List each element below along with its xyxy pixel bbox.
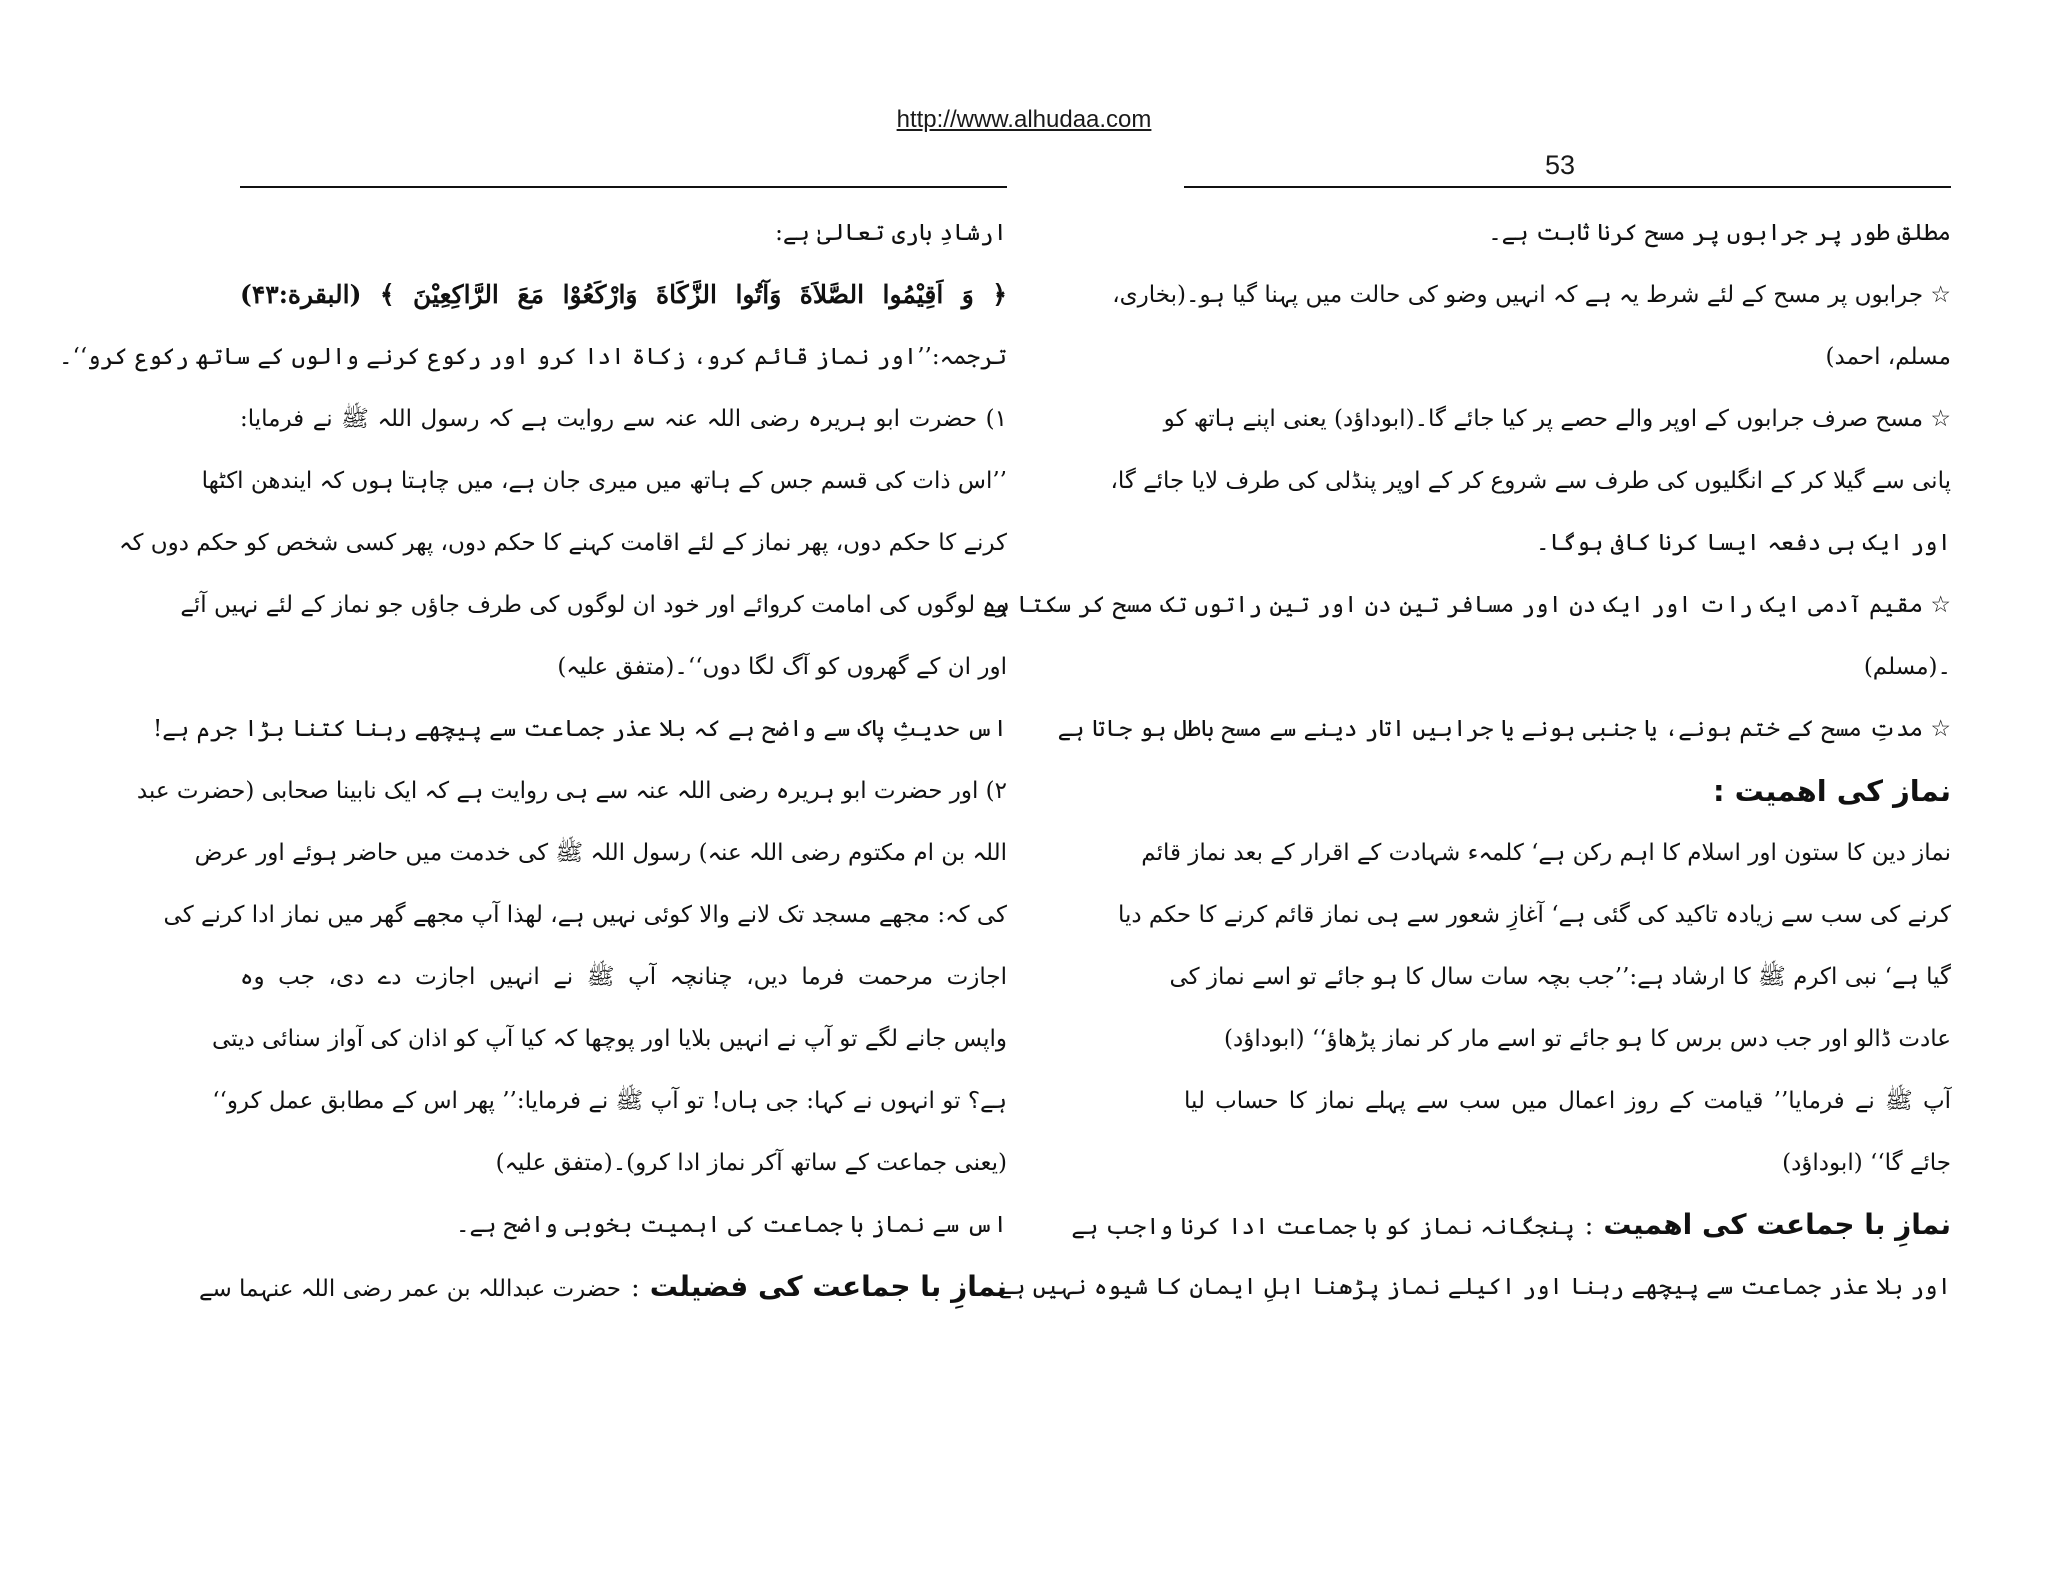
text-line: کی کہ: مجھے مسجد تک لانے والا کوئی نہیں ہے، لھذا آپ مجھے گھر میں نماز ادا کرنے کی — [163, 902, 1007, 928]
text-line: ☆ مقیم آدمی ایک رات اور ایک دن اور مسافر تین دن اور تین راتوں تک مسح کر سکتا ہے — [982, 592, 1951, 618]
text-line: واپس جانے لگے تو آپ نے انہیں بلایا اور پوچھا کہ کیا آپ کو اذان کی آواز سنائی دیتی — [211, 1026, 1007, 1052]
text-line: ’’اس ذات کی قسم جس کے ہاتھ میں میری جان ہے، میں چاہتا ہوں کہ ایندھن اکٹھا — [201, 468, 1007, 494]
section-heading: نمازِ با جماعت کی اھمیت — [1603, 1208, 1951, 1241]
text-line: ہے؟ تو انہوں نے کہا: جی ہاں! تو آپ ﷺ نے فرمایا:’’ پھر اس کے مطابق عمل کرو‘‘ — [212, 1088, 1007, 1114]
text-line: کرنے کی سب سے زیادہ تاکید کی گئی ہے‘ آغازِ شعور سے ہی نماز قائم کرنے کا حکم دیا — [1117, 902, 1951, 928]
text-line: ☆ مسح صرف جرابوں کے اوپر والے حصے پر کیا جائے گا۔(ابوداؤد) یعنی اپنے ہاتھ کو — [1163, 406, 1951, 432]
section-heading-line — [198, 1256, 1007, 1318]
text-line: عادت ڈالو اور جب دس برس کا ہو جائے تو اسے مار کر نماز پڑھاؤ‘‘ (ابوداؤد) — [1224, 1026, 1951, 1052]
text-line: مطلق طور پر جرابوں پر مسح کرنا ثابت ہے۔ — [1488, 220, 1951, 246]
text-line: جائے گا‘‘ (ابوداؤد) — [1782, 1150, 1951, 1176]
heading-separator: : — [1584, 1211, 1594, 1241]
right-column — [982, 202, 1951, 1318]
text-line: گیا ہے‘ نبی اکرم ﷺ کا ارشاد ہے:’’جب بچہ سات سال کا ہو جائے تو اسے نماز کی — [1169, 964, 1951, 990]
text-line: نماز دین کا ستون اور اسلام کا اہم رکن ہے‘ کلمہء شہادت کے اقرار کے بعد نماز قائم — [1141, 840, 1951, 866]
text-line: ☆ مدتِ مسح کے ختم ہونے، یا جنبی ہونے یا جرابیں اتار دینے سے مسح باطل ہو جاتا ہے — [1057, 716, 1951, 742]
section-heading-line — [1071, 1194, 1951, 1256]
left-column-rule — [240, 186, 1007, 188]
text-line: پانی سے گیلا کر کے انگلیوں کی طرف سے شروع کر کے اوپر پنڈلی کی طرف لایا جائے گا، — [1110, 468, 1951, 494]
text-line: اس سے نماز با جماعت کی اہمیت بخوبی واضح ہے۔ — [456, 1212, 1007, 1238]
text-line: ۲) اور حضرت ابو ہریرہ رضی اللہ عنہ سے ہی روایت ہے کہ ایک نابینا صحابی (حضرت عبد — [136, 778, 1007, 804]
heading-separator: : — [631, 1273, 640, 1303]
text-line: ترجمہ:’’اور نماز قائم کرو، زکاۃ ادا کرو اور رکوع کرنے والوں کے ساتھ رکوع کرو‘‘۔ — [59, 344, 1007, 370]
text-line: ☆ جرابوں پر مسح کے لئے شرط یہ ہے کہ انہیں وضو کی حالت میں پہنا گیا ہو۔(بخاری، — [1112, 282, 1951, 308]
section-heading: نمازِ با جماعت کی فضیلت — [649, 1270, 1007, 1303]
text-run: پنجگانہ نماز کو با جماعت ادا کرنا واجب ہے — [1071, 1214, 1575, 1240]
right-column-rule — [1184, 186, 1951, 188]
text-line: ۔(مسلم) — [1863, 654, 1951, 680]
text-line: اجازت مرحمت فرما دیں، چنانچہ آپ ﷺ نے انہیں اجازت دے دی، جب وہ — [240, 964, 1007, 990]
text-line: ۱) حضرت ابو ہریرہ رضی اللہ عنہ سے روایت ہے کہ رسول اللہ ﷺ نے فرمایا: — [240, 406, 1007, 432]
text-line: وہ لوگوں کی امامت کروائے اور خود ان لوگوں کی طرف جاؤں جو نماز کے لئے نہیں آئے — [180, 592, 1007, 618]
page-number: 53 — [1544, 150, 1576, 180]
text-line: مسلم، احمد) — [1825, 344, 1951, 370]
quran-verse-line: ﴿ وَ اَقِیْمُوا الصَّلاَةَ وَآتُوا الزَّكَاةَ وَارْكَعُوْا مَعَ الرَّاكِعِيْنَ ﴾ (البقرة:۴۳) — [240, 280, 1007, 309]
left-column — [59, 202, 1007, 1318]
text-line: کرنے کا حکم دوں، پھر نماز کے لئے اقامت کہنے کا حکم دوں، پھر کسی شخص کو حکم دوں کہ — [119, 530, 1007, 556]
text-line: اور ایک ہی دفعہ ایسا کرنا کافی ہوگا۔ — [1535, 530, 1951, 556]
text-line: اور بلا عذر جماعت سے پیچھے رہنا اور اکیلے نماز پڑھنا اہلِ ایمان کا شیوہ نہیں ہے۔ — [985, 1274, 1951, 1300]
text-line: (یعنی جماعت کے ساتھ آکر نماز ادا کرو)۔(متفق علیہ) — [495, 1150, 1007, 1176]
text-line: ارشادِ باری تعالیٰ ہے: — [775, 220, 1007, 246]
section-heading: نماز کی اھمیت : — [1712, 774, 1951, 808]
text-line: اور ان کے گھروں کو آگ لگا دوں‘‘۔(متفق علیہ) — [557, 654, 1007, 680]
text-run: حضرت عبداللہ بن عمر رضی اللہ عنہما سے — [198, 1276, 622, 1302]
text-line: آپ ﷺ نے فرمایا’’ قیامت کے روز اعمال میں سب سے پہلے نماز کا حساب لیا — [1184, 1088, 1951, 1114]
text-line: اس حدیثِ پاک سے واضح ہے کہ بلا عذر جماعت سے پیچھے رہنا کتنا بڑا جرم ہے! — [153, 716, 1007, 742]
header-url-link[interactable]: http://www.alhudaa.com — [896, 106, 1152, 133]
text-line: اللہ بن ام مکتوم رضی اللہ عنہ) رسول اللہ ﷺ کی خدمت میں حاضر ہوئے اور عرض — [194, 840, 1007, 866]
